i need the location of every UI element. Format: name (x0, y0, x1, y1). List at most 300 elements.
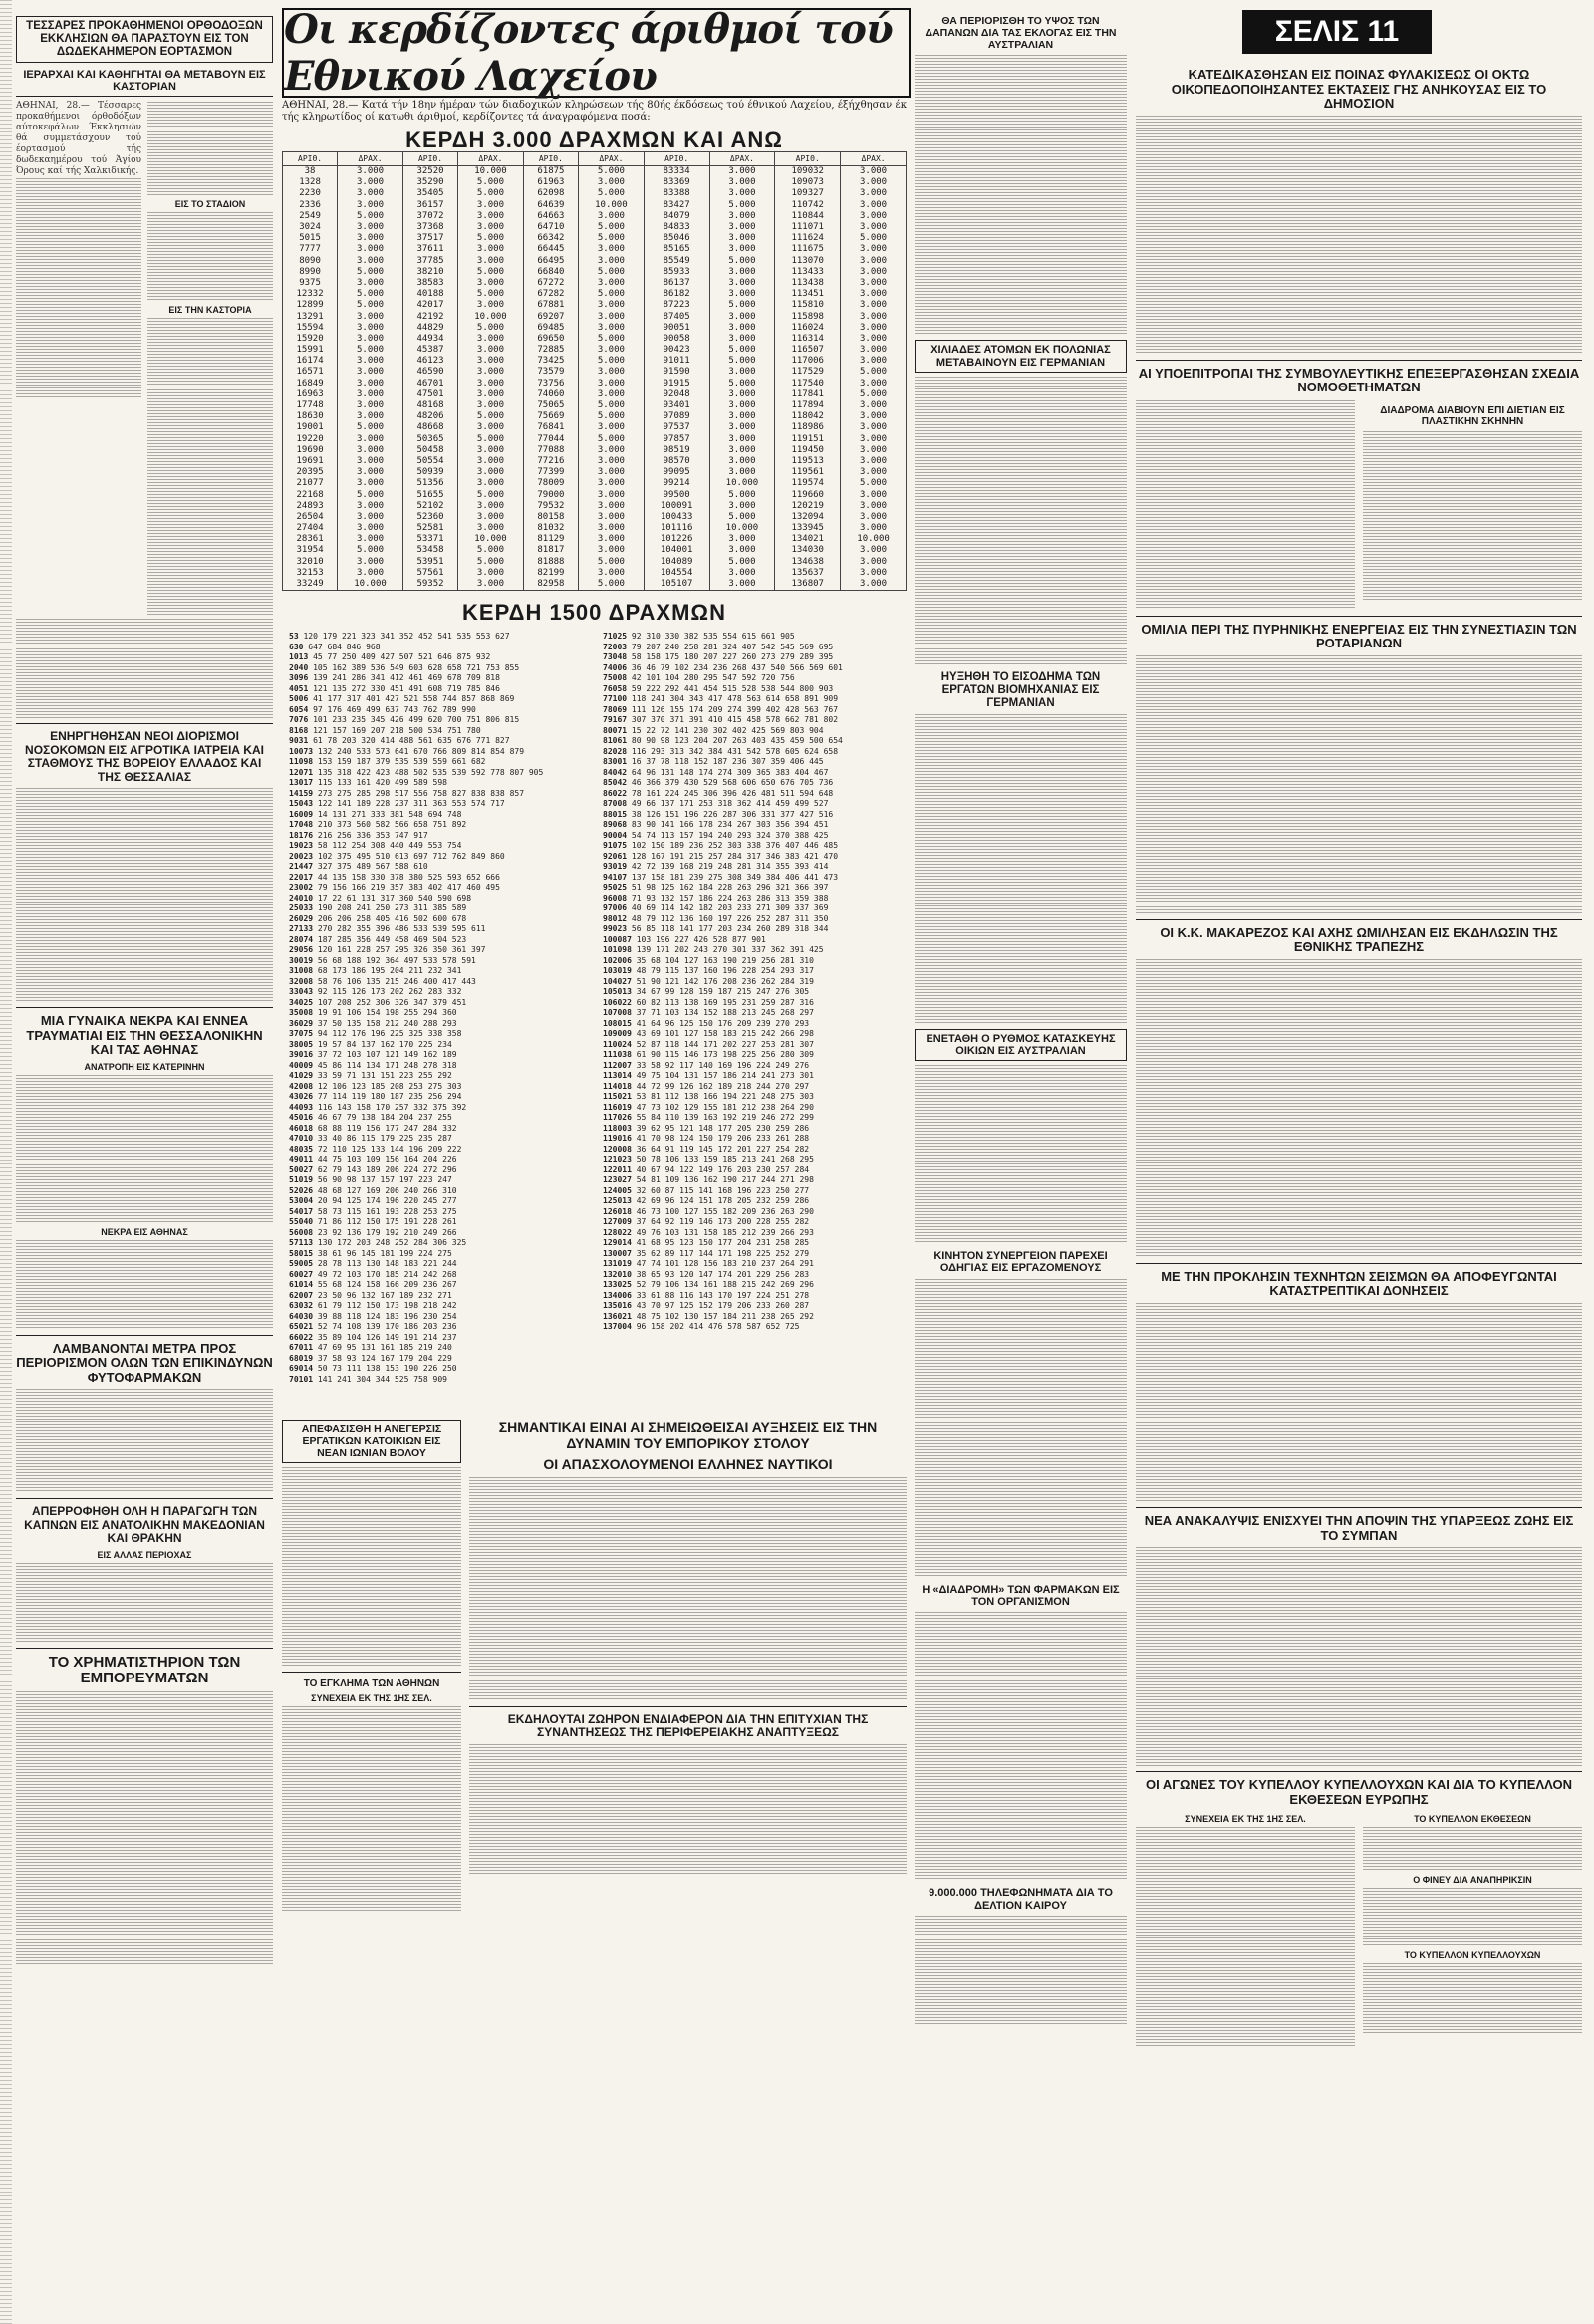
number-line: 45016 46 67 79 138 184 204 237 255 (289, 1113, 452, 1122)
number-line: 41029 33 59 71 131 151 223 255 292 (289, 1071, 452, 1080)
table-cell: 3.000 (338, 389, 403, 400)
number-line: 87008 49 66 137 171 253 318 362 414 459 499 527 (603, 799, 829, 808)
number-line: 10073 132 240 533 573 641 670 766 809 814 854 879 (289, 746, 525, 756)
table-cell: 3.000 (458, 422, 524, 433)
table-cell: 113438 (775, 278, 841, 289)
table-cell: 5.000 (458, 545, 524, 556)
article-text-block (147, 102, 273, 196)
article-text-block (16, 1389, 273, 1493)
number-line: 107008 37 71 103 134 152 188 213 245 268 297 (603, 1008, 814, 1017)
table-cell: 38210 (402, 267, 457, 278)
table-cell: 5.000 (458, 177, 524, 188)
number-line: 108015 41 64 96 125 150 176 209 239 270 293 (603, 1018, 810, 1028)
table-cell: 3.000 (578, 211, 644, 222)
article-text-block (16, 788, 273, 1002)
number-line: 130007 35 62 89 117 144 171 198 225 252 279 (603, 1248, 810, 1258)
table-cell: 31954 (283, 545, 338, 556)
table-cell: 3.000 (338, 400, 403, 411)
table-cell: 5.000 (709, 489, 775, 500)
table-cell: 3.000 (709, 311, 775, 322)
number-line: 109009 43 69 101 127 158 183 215 242 266 298 (603, 1029, 814, 1038)
number-line: 4051 121 135 272 330 451 491 608 719 785 846 (289, 683, 500, 693)
table-cell: 3.000 (338, 411, 403, 422)
table-cell: 119151 (775, 434, 841, 445)
table-row (283, 579, 907, 591)
number-line: 76058 59 222 292 441 454 515 528 538 544 800 903 (603, 683, 834, 693)
table-cell: 3.000 (841, 400, 907, 411)
table-row (283, 568, 907, 579)
article-text-block (16, 1563, 273, 1643)
number-line: 35008 19 91 106 154 198 255 294 360 (289, 1008, 457, 1017)
table-cell: 69207 (523, 311, 578, 322)
prizes-3000-heading: ΚΕΡΔΗ 3.000 ΔΡΑΧΜΩΝ ΚΑΙ ΑΝΩ (405, 128, 783, 152)
number-line: 101098 139 171 202 243 270 301 337 362 391 425 (603, 945, 824, 954)
table-cell: 118986 (775, 422, 841, 433)
table-cell: 75669 (523, 411, 578, 422)
table-cell: 35290 (402, 177, 457, 188)
number-line: 36029 37 50 135 158 212 240 288 293 (289, 1018, 457, 1028)
table-cell: 83427 (644, 200, 709, 211)
table-cell: 5.000 (578, 400, 644, 411)
table-cell: 16849 (283, 379, 338, 389)
number-line: 59005 28 78 113 130 148 183 221 244 (289, 1259, 457, 1268)
number-line: 53 120 179 221 323 341 352 452 541 535 553 627 (289, 632, 510, 641)
table-cell: 3.000 (709, 434, 775, 445)
number-line: 33043 92 115 126 173 202 262 283 332 (289, 987, 462, 996)
table-cell: 19690 (283, 445, 338, 456)
article-headline-drugs: Η «ΔΙΑΔΡΟΜΗ» ΤΩΝ ΦΑΡΜΑΚΩΝ ΕΙΣ ΤΟΝ ΟΡΓΑΝΙΣΜΟΝ (922, 1583, 1120, 1609)
table-cell: 66342 (523, 233, 578, 244)
number-line: 69014 50 73 111 138 153 190 226 250 (289, 1364, 457, 1373)
table-cell: 3.000 (841, 166, 907, 178)
number-line: 93019 42 72 139 168 219 248 281 314 355 393 414 (603, 862, 829, 871)
number-line: 44093 116 143 158 170 257 332 375 392 (289, 1102, 467, 1112)
table-cell: 3.000 (458, 345, 524, 356)
table-cell: 66840 (523, 267, 578, 278)
table-row (283, 356, 907, 367)
number-line: 106022 60 82 113 138 169 195 231 259 287 316 (603, 997, 814, 1007)
table-cell: 51356 (402, 478, 457, 489)
table-row (283, 501, 907, 512)
number-line: 92061 128 167 191 215 257 284 317 346 383 421 470 (603, 851, 839, 861)
number-line: 3096 139 241 286 341 412 461 469 678 709 818 (289, 673, 500, 682)
table-header-cell: ΔΡΑΧ. (709, 152, 775, 166)
number-line: 20023 102 375 495 510 613 697 712 762 849 860 (289, 851, 505, 861)
prizes-1500-list-left (289, 632, 593, 1385)
table-cell: 3.000 (578, 512, 644, 523)
number-line: 121023 50 78 106 133 159 185 213 241 268 295 (603, 1155, 814, 1163)
table-cell: 119513 (775, 456, 841, 467)
article-headline-weather-calls: 9.000.000 ΤΗΛΕΦΩΝΗΜΑΤΑ ΔΙΑ ΤΟ ΔΕΛΤΙΟΝ ΚΑΙΡΟΥ (929, 1887, 1113, 1912)
table-cell: 69650 (523, 334, 578, 345)
number-line: 77100 118 241 304 343 417 478 563 614 658 891 909 (603, 694, 839, 703)
table-cell: 5.000 (458, 289, 524, 300)
number-line: 60027 49 72 103 170 185 214 242 268 (289, 1269, 457, 1279)
prizes-1500-heading: ΚΕΡΔΗ 1500 ΔΡΑΧΜΩΝ (462, 600, 726, 625)
table-cell: 5.000 (458, 233, 524, 244)
number-line: 103019 48 79 115 137 160 196 228 254 293 317 (603, 966, 814, 975)
table-cell: 1328 (283, 177, 338, 188)
number-line: 129014 41 68 95 123 150 177 204 231 258 285 (603, 1238, 810, 1247)
table-cell: 13291 (283, 311, 338, 322)
table-row (283, 489, 907, 500)
number-line: 67011 47 69 95 131 161 185 219 240 (289, 1343, 452, 1352)
table-row (283, 400, 907, 411)
number-line: 11098 153 159 187 379 535 539 559 661 682 (289, 757, 486, 766)
article-text-block (1136, 1547, 1582, 1766)
table-cell: 57561 (402, 568, 457, 579)
table-cell: 46590 (402, 367, 457, 378)
number-line: 86022 78 161 224 245 306 396 426 481 511 594 648 (603, 788, 834, 798)
table-cell: 5.000 (841, 389, 907, 400)
table-cell: 3.000 (578, 367, 644, 378)
table-cell: 3.000 (709, 267, 775, 278)
table-cell: 3.000 (338, 278, 403, 289)
table-cell: 3.000 (841, 334, 907, 345)
table-cell: 3.000 (578, 311, 644, 322)
table-row (283, 523, 907, 534)
table-cell: 21077 (283, 478, 338, 489)
table-cell: 10.000 (841, 534, 907, 545)
table-row (283, 289, 907, 300)
table-cell: 3.000 (458, 400, 524, 411)
table-cell: 3.000 (578, 256, 644, 267)
number-line: 43026 77 114 119 180 187 235 256 294 (289, 1092, 462, 1101)
table-cell: 9375 (283, 278, 338, 289)
table-cell: 64639 (523, 200, 578, 211)
table-cell: 3.000 (338, 379, 403, 389)
number-line: 12071 135 318 422 423 488 502 535 539 592 778 807 905 (289, 767, 544, 777)
table-cell: 119574 (775, 478, 841, 489)
table-cell: 117529 (775, 367, 841, 378)
table-cell: 61875 (523, 166, 578, 178)
table-cell: 97537 (644, 422, 709, 433)
number-line: 114018 44 72 99 126 162 189 218 244 270 297 (603, 1081, 810, 1091)
number-line: 48035 72 110 125 133 144 196 209 222 (289, 1144, 462, 1154)
table-cell: 134021 (775, 534, 841, 545)
number-line: 27133 270 282 355 396 486 533 539 595 611 (289, 924, 486, 933)
table-cell: 116507 (775, 345, 841, 356)
table-cell: 3.000 (458, 200, 524, 211)
table-cell: 12332 (283, 289, 338, 300)
article-headline-tent: ΔΙΑΔΡΟΜΑ ΔΙΑΒΙΟΥΝ ΕΠΙ ΔΙΕΤΙΑΝ ΕΙΣ ΠΛΑΣΤΙΚΗΝ ΣΚΗΝΗΝ (1380, 404, 1565, 427)
table-cell: 10.000 (709, 478, 775, 489)
table-cell: 113070 (775, 256, 841, 267)
table-cell: 79532 (523, 501, 578, 512)
article-headline-nuclear: ΟΜΙΛΙΑ ΠΕΡΙ ΤΗΣ ΠΥΡΗΝΙΚΗΣ ΕΝΕΡΓΕΙΑΣ ΕΙΣ ΤΗΝ ΣΥΝΕΣΤΙΑΣΙΝ ΤΩΝ ΡΟΤΑΡΙΑΝΩΝ (1141, 621, 1577, 651)
article-text-block (147, 212, 273, 302)
number-line: 124005 32 60 87 115 141 168 196 223 250 277 (603, 1185, 810, 1195)
table-cell: 134638 (775, 557, 841, 568)
table-row (283, 233, 907, 244)
table-cell: 3.000 (709, 411, 775, 422)
table-cell: 77216 (523, 456, 578, 467)
table-cell: 3.000 (338, 445, 403, 456)
table-cell: 3.000 (578, 422, 644, 433)
article-subhead: ΕΙΣ ΑΛΛΑΣ ΠΕΡΙΟΧΑΣ (97, 1549, 192, 1560)
table-cell: 87223 (644, 300, 709, 311)
table-cell: 64710 (523, 222, 578, 233)
table-cell: 3.000 (458, 334, 524, 345)
number-line: 82028 116 293 313 342 384 431 542 578 605 624 658 (603, 746, 839, 756)
table-cell: 3.000 (338, 166, 403, 178)
table-cell: 46123 (402, 356, 457, 367)
table-cell: 22168 (283, 489, 338, 500)
table-cell: 5015 (283, 233, 338, 244)
number-line: 131019 47 74 101 128 156 183 210 237 264 291 (603, 1259, 814, 1268)
number-line: 73048 58 158 175 180 207 227 260 273 279 289 395 (603, 652, 834, 661)
number-line: 127009 37 64 92 119 146 173 200 228 255 282 (603, 1217, 810, 1226)
table-cell: 10.000 (338, 579, 403, 591)
table-header-cell: ΔΡΑΧ. (841, 152, 907, 166)
table-cell: 5.000 (458, 434, 524, 445)
number-line: 84042 64 96 131 148 174 274 309 365 383 404 467 (603, 767, 829, 777)
number-line: 79167 307 370 371 391 410 415 458 578 662 781 802 (603, 715, 839, 724)
table-cell: 52581 (402, 523, 457, 534)
table-cell: 3.000 (841, 523, 907, 534)
table-cell: 2230 (283, 188, 338, 199)
article-text-block (16, 619, 273, 718)
table-cell: 83388 (644, 188, 709, 199)
article-text-block (1136, 116, 1582, 355)
number-line: 52026 48 68 127 169 206 240 266 310 (289, 1185, 457, 1195)
number-line: 23002 79 156 166 219 357 383 402 417 460 495 (289, 883, 500, 892)
table-cell: 100091 (644, 501, 709, 512)
table-cell: 53951 (402, 557, 457, 568)
table-row (283, 345, 907, 356)
table-row (283, 456, 907, 467)
table-cell: 5.000 (709, 345, 775, 356)
table-row (283, 434, 907, 445)
table-cell: 3.000 (458, 244, 524, 255)
table-cell: 53371 (402, 534, 457, 545)
table-cell: 3.000 (841, 200, 907, 211)
table-cell: 28361 (283, 534, 338, 545)
number-line: 21447 327 375 489 567 588 610 (289, 862, 428, 871)
article-subhead: ΣΥΝΕΧΕΙΑ ΕΚ ΤΗΣ 1ΗΣ ΣΕΛ. (1185, 1814, 1306, 1825)
table-cell: 5.000 (841, 478, 907, 489)
table-cell: 3.000 (458, 211, 524, 222)
table-cell: 50458 (402, 445, 457, 456)
number-line: 8168 121 157 169 207 218 500 534 751 780 (289, 725, 481, 735)
table-row (283, 512, 907, 523)
article-headline-australia-elections: ΘΑ ΠΕΡΙΟΡΙΣΘΗ ΤΟ ΥΨΟΣ ΤΩΝ ΔΑΠΑΝΩΝ ΔΙΑ ΤΑΣ ΕΚΛΟΓΑΣ ΕΙΣ ΤΗΝ ΑΥΣΤΡΑΛΙΑΝ (925, 15, 1117, 51)
table-cell: 3.000 (458, 579, 524, 591)
table-cell: 132094 (775, 512, 841, 523)
table-cell: 3.000 (709, 501, 775, 512)
number-line: 49011 44 75 103 109 156 164 204 226 (289, 1155, 457, 1163)
table-row (283, 278, 907, 289)
table-cell: 37368 (402, 222, 457, 233)
article-text-block (1363, 431, 1582, 601)
table-cell: 3.000 (458, 478, 524, 489)
table-cell: 3.000 (841, 512, 907, 523)
table-cell: 109073 (775, 177, 841, 188)
number-line: 7076 101 233 235 345 426 499 620 700 751 806 815 (289, 715, 520, 724)
number-line: 122011 40 67 94 122 149 176 203 230 257 284 (603, 1164, 810, 1174)
table-cell: 5.000 (458, 323, 524, 334)
table-cell: 110742 (775, 200, 841, 211)
table-cell: 91915 (644, 379, 709, 389)
table-cell: 3.000 (578, 501, 644, 512)
article-headline-earthquakes: ΜΕ ΤΗΝ ΠΡΟΚΛΗΣΙΝ ΤΕΧΝΗΤΩΝ ΣΕΙΣΜΩΝ ΘΑ ΑΠΟΦΕΥΓΩΝΤΑΙ ΚΑΤΑΣΤΡΕΠΤΙΚΑΙ ΔΟΝΗΣΕΙΣ (1161, 1268, 1557, 1299)
table-cell: 117894 (775, 400, 841, 411)
number-line: 116019 47 73 102 129 155 181 212 238 264 290 (603, 1102, 814, 1112)
number-line: 46018 68 88 119 156 177 247 284 332 (289, 1123, 457, 1133)
table-cell: 3.000 (578, 523, 644, 534)
number-line: 18176 216 256 336 353 747 917 (289, 830, 428, 840)
table-cell: 3.000 (841, 467, 907, 478)
table-cell: 90051 (644, 323, 709, 334)
number-line: 118003 39 62 95 121 148 177 205 230 259 286 (603, 1123, 810, 1133)
table-cell: 3.000 (709, 278, 775, 289)
table-cell: 3.000 (709, 323, 775, 334)
table-cell: 3024 (283, 222, 338, 233)
number-line: 123027 54 81 109 136 162 190 217 244 271 298 (603, 1175, 814, 1184)
table-cell: 3.000 (458, 512, 524, 523)
table-header-cell: ΑΡΙΘ. (523, 152, 578, 166)
number-line: 6054 97 176 469 499 637 743 762 789 990 (289, 704, 476, 714)
table-cell: 119660 (775, 489, 841, 500)
table-cell: 3.000 (841, 278, 907, 289)
number-line: 22017 44 135 158 330 378 380 525 593 652 666 (289, 872, 500, 882)
table-cell: 3.000 (578, 478, 644, 489)
table-cell: 5.000 (578, 411, 644, 422)
table-cell: 32153 (283, 568, 338, 579)
article-headline-accident: ΜΙΑ ΓΥΝΑΙΚΑ ΝΕΚΡΑ ΚΑΙ ΕΝΝΕΑ ΤΡΑΥΜΑΤΙΑΙ ΕΙΣ ΤΗΝ ΘΕΣΣΑΛΟΝΙΚΗΝ ΚΑΙ ΤΑΣ ΑΘΗΝΑΣ (26, 1013, 263, 1058)
table-cell: 101226 (644, 534, 709, 545)
article-headline-advisory: ΑΙ ΥΠΟΕΠΙΤΡΟΠΑΙ ΤΗΣ ΣΥΜΒΟΥΛΕΥΤΙΚΗΣ ΕΠΕΞΕΡΓΑΣΘΗΣΑΝ ΣΧΕΔΙΑ ΝΟΜΟΘΕΤΗΜΑΤΩΝ (1138, 365, 1580, 395)
number-line: 19023 58 112 254 308 440 449 553 754 (289, 841, 462, 850)
article-headline-pesticides: ΛΑΜΒΑΝΟΝΤΑΙ ΜΕΤΡΑ ΠΡΟΣ ΠΕΡΙΟΡΙΣΜΟΝ ΟΛΩΝ ΤΩΝ ΕΠΙΚΙΝΔΥΝΩΝ ΦΥΤΟΦΑΡΜΑΚΩΝ (16, 1340, 273, 1385)
number-line: 90004 54 74 113 157 194 240 293 324 370 388 425 (603, 830, 829, 840)
table-row (283, 478, 907, 489)
table-cell: 81129 (523, 534, 578, 545)
article-text-block (915, 1916, 1127, 2025)
table-cell: 77044 (523, 434, 578, 445)
table-cell: 37517 (402, 233, 457, 244)
table-header-cell: ΑΡΙΘ. (644, 152, 709, 166)
table-row (283, 557, 907, 568)
article-text-block (1136, 1827, 1355, 2046)
table-header-cell: ΑΡΙΘ. (775, 152, 841, 166)
number-line: 91075 102 150 189 236 252 303 338 376 407 446 485 (603, 841, 839, 850)
number-line: 32008 58 76 106 135 215 246 400 417 443 (289, 976, 476, 986)
table-cell: 3.000 (338, 478, 403, 489)
table-cell: 3.000 (458, 389, 524, 400)
center-bottom-right (469, 1415, 907, 1912)
table-cell: 3.000 (458, 278, 524, 289)
number-line: 28074 187 285 356 449 458 469 504 523 (289, 934, 467, 944)
table-cell: 5.000 (338, 422, 403, 433)
table-cell: 48206 (402, 411, 457, 422)
table-cell: 82958 (523, 579, 578, 591)
table-cell: 84079 (644, 211, 709, 222)
table-cell: 98570 (644, 456, 709, 467)
table-cell: 37785 (402, 256, 457, 267)
table-cell: 3.000 (709, 389, 775, 400)
article-text-block (16, 1075, 273, 1224)
table-cell: 5.000 (578, 222, 644, 233)
article-text-block (915, 1279, 1127, 1578)
number-line: 134006 33 61 88 116 143 170 197 224 251 278 (603, 1290, 810, 1300)
number-line: 53004 20 94 125 174 196 220 245 277 (289, 1196, 457, 1205)
table-cell: 3.000 (458, 456, 524, 467)
table-cell: 5.000 (338, 211, 403, 222)
table-cell: 3.000 (458, 467, 524, 478)
table-cell: 91590 (644, 367, 709, 378)
number-line: 68019 37 58 93 124 167 179 204 229 (289, 1353, 452, 1363)
table-cell: 3.000 (841, 422, 907, 433)
number-line: 133025 52 79 106 134 161 188 215 242 269 296 (603, 1280, 814, 1289)
number-line: 135016 43 70 97 125 152 179 206 233 260 287 (603, 1301, 810, 1310)
number-line: 136021 48 75 102 130 157 184 211 238 265 292 (603, 1311, 814, 1321)
table-cell: 10.000 (709, 523, 775, 534)
table-cell: 3.000 (709, 177, 775, 188)
table-row (283, 411, 907, 422)
number-line: 89068 83 90 141 166 178 234 267 303 356 394 451 (603, 820, 829, 829)
table-cell: 3.000 (458, 568, 524, 579)
table-cell: 3.000 (841, 445, 907, 456)
table-row (283, 445, 907, 456)
number-line: 95025 51 98 125 162 184 228 263 296 321 366 397 (603, 883, 829, 892)
table-cell: 90058 (644, 334, 709, 345)
article-text-block (915, 377, 1127, 665)
number-line: 47010 33 40 86 115 179 225 235 287 (289, 1134, 452, 1143)
table-row (283, 467, 907, 478)
left-column (16, 10, 273, 1966)
number-line: 78069 111 126 155 174 209 274 399 402 428 563 767 (603, 704, 839, 714)
table-cell: 117006 (775, 356, 841, 367)
table-cell: 37611 (402, 244, 457, 255)
page-edge-shadow (0, 0, 12, 2324)
article-headline-mobile-unit: ΚΙΝΗΤΟΝ ΣΥΝΕΡΓΕΙΟΝ ΠΑΡΕΧΕΙ ΟΔΗΓΙΑΣ ΕΙΣ ΕΡΓΑΖΟΜΕΝΟΥΣ (933, 1250, 1108, 1275)
number-line: 66022 35 89 104 126 149 191 214 237 (289, 1332, 457, 1342)
number-line: 51019 56 90 98 137 157 197 223 247 (289, 1175, 452, 1184)
article-text-block (469, 1744, 907, 1874)
article-text-block (1136, 400, 1355, 610)
table-cell: 3.000 (578, 467, 644, 478)
number-line: 2040 105 162 389 536 549 603 628 658 721 753 855 (289, 662, 520, 672)
table-cell: 3.000 (841, 501, 907, 512)
table-cell: 3.000 (709, 367, 775, 378)
table-cell: 19220 (283, 434, 338, 445)
article-text-block (16, 1240, 273, 1330)
article-headline-patriarchs: ΤΕΣΣΑΡΕΣ ΠΡΟΚΑΘΗΜΕΝΟΙ ΟΡΘΟΔΟΞΩΝ ΕΚΚΛΗΣΙΩΝ ΘΑ ΠΑΡΑΣΤΟΥΝ ΕΙΣ ΤΟΝ ΔΩΔΕΚΑΗΜΕΡΟΝ ΕΟΡΤΑΣΜΟΝ (16, 16, 273, 63)
article-headline-seamen: ΟΙ ΑΠΑΣΧΟΛΟΥΜΕΝΟΙ ΕΛΛΗΝΕΣ ΝΑΥΤΙΚΟΙ (543, 1456, 833, 1473)
sidebar-story (1363, 399, 1582, 611)
table-cell: 3.000 (338, 501, 403, 512)
table-cell: 99500 (644, 489, 709, 500)
table-cell: 3.000 (578, 379, 644, 389)
table-cell: 67881 (523, 300, 578, 311)
table-cell: 3.000 (841, 545, 907, 556)
table-cell: 83334 (644, 166, 709, 178)
number-line: 630 647 684 846 968 (289, 642, 381, 651)
table-row (283, 267, 907, 278)
article-text-block (147, 318, 273, 617)
table-header-cell: ΔΡΑΧ. (338, 152, 403, 166)
table-cell: 10.000 (458, 311, 524, 322)
table-cell: 3.000 (338, 467, 403, 478)
table-cell: 115810 (775, 300, 841, 311)
article-headline-crime: ΤΟ ΕΓΚΛΗΜΑ ΤΩΝ ΑΘΗΝΩΝ (303, 1678, 440, 1690)
table-cell: 97089 (644, 411, 709, 422)
table-cell: 3.000 (841, 434, 907, 445)
table-cell: 5.000 (458, 411, 524, 422)
table-cell: 93401 (644, 400, 709, 411)
number-line: 71025 92 310 330 382 535 554 615 661 905 (603, 632, 795, 641)
